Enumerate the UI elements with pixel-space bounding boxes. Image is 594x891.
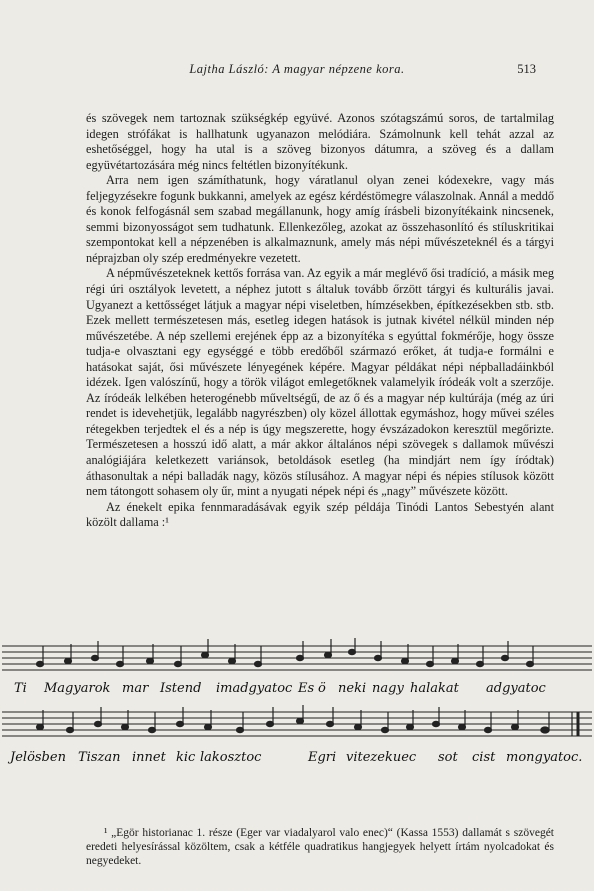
- body-text: [86, 111, 554, 531]
- paragraph: Arra nem igen számíthatunk, hogy váratlanul olyan zenei kódexekre, vagy más feljegyzésekre fogunk bukkanni, amelyek az egész kérdéstömegre válaszolnak. Annál a meddő és konok felfogásnál sem szabad megállanunk, hogy amíg írásbeli bizonyítékaink nincsenek, semmi bizonyosságot sem tudhatunk. Ellenkezőleg, azokat az összehasonlító és stíluskritikai szempontokat kell a népzenében is alkalmaznunk, amely más népi művészeteknél és a tárgyi néprajzban oly szép eredményekre vezetett.: [86, 173, 554, 265]
- lyric-word: cist: [472, 750, 496, 765]
- lyric-word: imadgyatoc: [216, 681, 293, 696]
- lyric-word: vitezekuec: [346, 750, 417, 765]
- lyric-word: adgyatoc: [486, 681, 546, 696]
- lyric-word: Ti: [14, 681, 27, 696]
- running-title: Lajtha László: A magyar népzene kora.: [189, 62, 405, 76]
- lyric-word: Es: [298, 681, 315, 696]
- lyric-word: Istend: [160, 681, 202, 696]
- lyric-word: ö: [318, 681, 326, 696]
- lyric-word: mongyatoc.: [506, 750, 583, 765]
- notes-line-2: [37, 705, 550, 733]
- lyric-word: kic: [176, 750, 196, 765]
- paragraph: és szövegek nem tartoznak szükségkép együvé. Azonos szótagszámú soros, de tartalmilag idegen strófákat is hallhatunk ugyanazon melódiára. Számolnunk kell tehát azzal az eshetőséggel, hogy ha utal is a szöveg bizonyos dátumra, a szöveg és a dallam együvétartozására még nincs feltétlen bizonyítékunk.: [86, 111, 554, 172]
- lyric-word: halakat: [410, 681, 459, 696]
- paragraph: A népművészeteknek kettős forrása van. Az egyik a már meglévő ősi tradíció, a másik meg régi úri osztályok levetett, a néphez jutott s általuk tovább őrzött tárgyi és kulturális javai. Ugyanezt a kettősséget látjuk a magyar népi viseletben, hímzésekben, építkezésekben stb. stb. Ezek mellett természetesen más, esetleg idegen hatások is jutnak kivétel nélkül minden nép művészetébe. A nép szellemi erejének épp az a bizonyítéka s egyúttal fokmérője, hogy össze tudja-e olvasztani egy egységgé e több eredőből származó erőket, át tudja-e formálni e hatásokat saját, ősi művészete lényegének képére. Magyar példákat népi népballadáinkból idézek. Igen valószínű, hogy a török világot emlegetőknek valamelyik íródeák volt a szerzője. Az íródeák lelkében heterogénebb műveltségű, de az ő és a magyar nép kultúrája (még az úri rendet is idevehetjük, legalább nagyrészben) oly közel állottak egymáshoz, hogy művei széles rétegekben terjedtek el és a nép is úgy megszerette, hogy évszázadokon keresztül megőrizte. Természetesen a hosszú idő alatt, a már akkor általános népi szövegek s dallamok művészi analógiájára keletkezett variánsok, betoldások esetleg (ha mindjárt nem így íródtak) áthasonultak a népi balladák nagy, közös stílusához. A magyar népi és népies stílusok között nem tátongott sohasem oly űr, mint a nyugati népek népi és „nagy” művészete között.: [86, 266, 555, 499]
- lyric-word: nagy: [372, 681, 404, 696]
- lyric-word: innet: [132, 750, 166, 765]
- lyric-word: Tiszan: [78, 750, 121, 765]
- lyric-word: mar: [122, 681, 149, 696]
- lyric-word: Magyarok: [44, 681, 111, 696]
- footnote-text: ¹ „Egör historianac 1. része (Eger var viadalyarol valo enec)“ (Kassa 1553) dallamát s szövegét eredeti helyesírással közöltem, csak a kétféle quadratikus hangjegyek helyett írtám nyolcadokat és negyedeket.: [86, 827, 554, 868]
- music-staff-2: [0, 702, 594, 752]
- lyric-word: lakosztoc: [200, 750, 262, 765]
- lyric-word: sot: [438, 750, 458, 765]
- lyric-word: Jelösben: [10, 750, 66, 765]
- lyric-word: neki: [338, 681, 367, 696]
- footnote: [86, 826, 554, 869]
- music-staff-1: [0, 636, 594, 686]
- page-number: 513: [517, 62, 536, 76]
- lyric-word: Egri: [308, 750, 337, 765]
- lyrics-line-2: [0, 750, 594, 774]
- paragraph: Az énekelt epika fennmaradásávak egyik szép példája Tinódi Lantos Sebestyén alant közölt dallama :¹: [86, 499, 554, 530]
